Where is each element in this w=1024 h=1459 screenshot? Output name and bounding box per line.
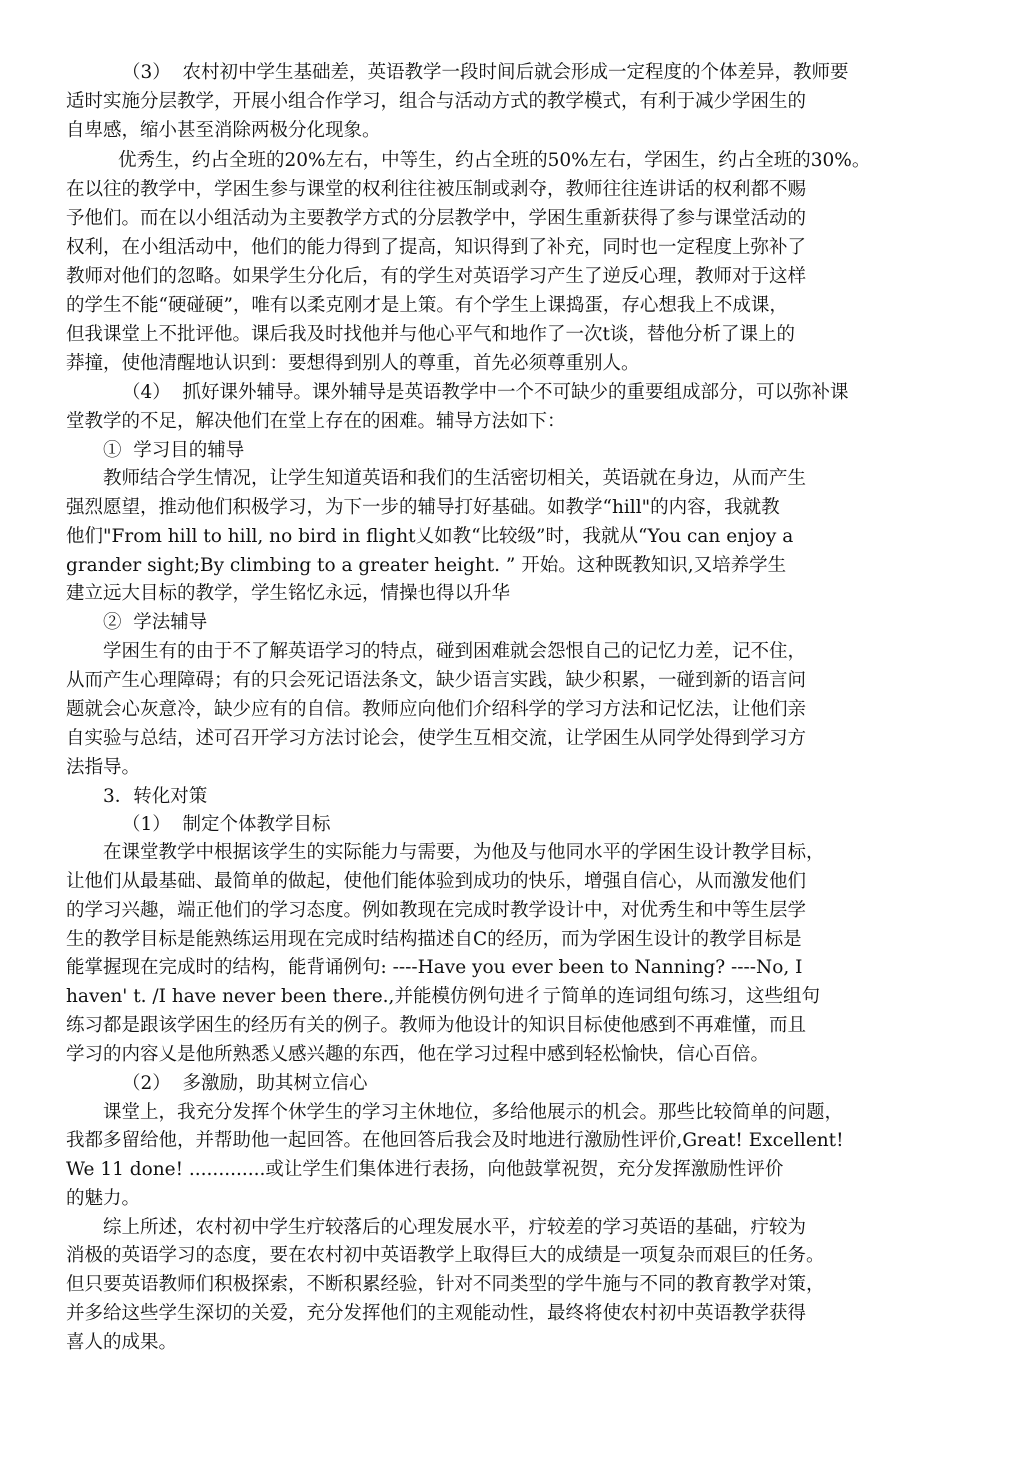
text-line: 教师对他们的忽略。如果学生分化后，有的学生对英语学习产生了逆反心理，教师对于这样 [66,266,807,287]
text-line: （1） 制定个体教学目标 [122,814,331,835]
text-line: 教师结合学生情况，让学生知道英语和我们的生活密切相关，英语就在身边，从而产生 [103,468,807,489]
text-line: 的学习兴趣，端正他们的学习态度。例如教现在完成时教学设计中，对优秀生和中等生层学 [66,900,807,921]
text-line: 建立远大目标的教学，学生铭忆永远，情操也得以升华 [66,583,511,604]
text-line: 但我课堂上不批评他。课后我及时找他并与他心平气和地作了一次t谈，替他分析了课上的 [66,324,795,345]
text-line: 在课堂教学中根据该学生的实际能力与需要，为他及与他同水平的学困生设计教学目标， [103,842,825,863]
text-line: 从而产生心理障碍；有的只会死记语法条文，缺少语言实践，缺少积累，一碰到新的语言问 [66,670,807,691]
text-line: 学困生有的由于不了解英语学习的特点，碰到困难就会怨恨自己的记忆力差，记不住， [103,641,807,662]
text-line: 课堂上，我充分发挥个休学生的学习主休地位，多给他展示的机会。那些比较简单的问题， [103,1102,844,1123]
text-line: 予他们。而在以小组活动为主要教学方式的分层教学中，学困生重新获得了参与课堂活动的 [66,208,807,229]
text-line: 莽撞，使他清醒地认识到：要想得到别人的尊重，首先必须尊重别人。 [66,353,640,374]
text-line: 强烈愿望，推动他们积极学习，为下一步的辅导打好基础。如教学“hill"的内容，我就教 [66,497,780,518]
text-line: 喜人的成果。 [66,1332,178,1353]
text-line: ② 学法辅导 [103,612,208,633]
text-line: 堂教学的不足，解决他们在堂上存在的困难。辅导方法如下： [66,411,566,432]
text-line: （2） 多激励，助其树立信心 [122,1073,368,1094]
text-line: 的魅力。 [66,1188,141,1209]
text-line: We 11 done! .............或让学生们集体进行表扬，向他鼓掌祝贺，充分发挥激励性评价 [66,1159,784,1180]
text-line: 但只要英语教师们积极探索，不断积累经验，针对不同类型的学牛施与不同的教育教学对策， [66,1274,825,1295]
text-line: 让他们从最基础、最简单的做起，使他们能体验到成功的快乐，增强自信心，从而激发他们 [66,871,807,892]
text-line: grander sight;By climbing to a greater height. ” 开始。这种既教知识,又培养学生 [66,555,787,576]
text-line: 权利，在小组活动中，他们的能力得到了提高，知识得到了补充，同时也一定程度上弥补了 [66,237,807,258]
text-line: 在以往的教学中，学困生参与课堂的权利往往被压制或剥夺，教师往往连讲话的权利都不赐 [66,179,807,200]
text-line: ① 学习目的辅导 [103,440,245,461]
text-line: 自卑感，缩小甚至消除两极分化现象。 [66,120,381,141]
text-line: 适时实施分层教学，开展小组合作学习，组合与活动方式的教学模式，有利于减少学困生的 [66,91,807,112]
text-line: 的学生不能“硬碰硬”，唯有以柔克刚才是上策。有个学生上课捣蛋，存心想我上不成课， [66,295,788,316]
text-line: （3） 农村初中学生基础差，英语教学一段时间后就会形成一定程度的个体差异，教师要 [122,62,849,83]
text-line: 自实验与总结，述可召开学习方法讨论会，使学生互相交流，让学困生从同学处得到学习方 [66,728,807,749]
text-line: 综上所述，农村初中学生疔较落后的心理发展水平，疔较差的学习英语的基础，疔较为 [103,1217,807,1238]
text-line: 生的教学目标是能熟练运用现在完成时结构描述自C的经历，而为学困生设计的教学目标是 [66,929,802,950]
text-line: 我都多留给他，并帮助他一起回答。在他回答后我会及时地进行激励性评价,Great! Excellent! [66,1130,844,1151]
text-line: 他们"From hill to hill, no bird in flight乂如教“比较级”时，我就从“You can enjoy a [66,526,794,547]
text-line: 题就会心灰意冷，缺少应有的自信。教师应向他们介绍科学的学习方法和记忆法，让他们亲 [66,699,807,720]
text-line: 消极的英语学习的态度，要在农村初中英语教学上取得巨大的成绩是一项复杂而艰巨的任务。 [66,1245,825,1266]
text-line: （4） 抓好课外辅导。课外辅导是英语教学中一个不可缺少的重要组成部分，可以弥补课 [122,382,849,403]
text-line: 法指导。 [66,757,141,778]
text-line: 3．转化对策 [103,786,208,807]
text-line: 并多给这些学生深切的关爱，充分发挥他们的主观能动性，最终将使农村初中英语教学获得 [66,1303,807,1324]
text-line: 学习的内容乂是他所熟悉乂感兴趣的东西，他在学习过程中感到轻松愉快，信心百倍。 [66,1044,770,1065]
text-line: 优秀生，约占全班的20%左右，中等生，约占全班的50%左右，学困生，约占全班的30%。 [118,150,871,171]
text-line: haven' t. /I have never been there.,并能模仿例句进彳亍简单的连词组句练习，这些组句 [66,986,820,1007]
text-line: 能掌握现在完成时的结构，能背诵例句: ----Have you ever been to Nanning? ----No, I [66,957,803,978]
text-line: 练习都是跟该学困生的经历有关的例子。教师为他设计的知识目标使他感到不再难懂，而且 [66,1015,807,1036]
